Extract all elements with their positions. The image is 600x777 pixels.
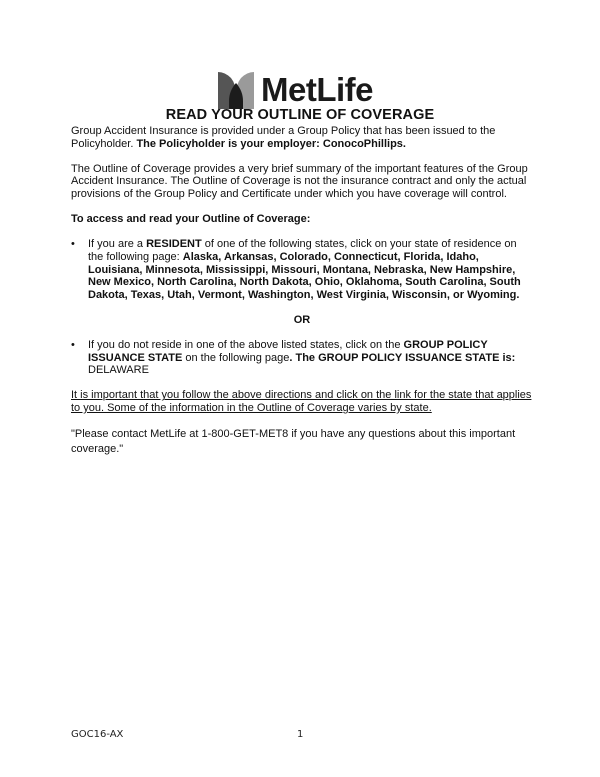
issuance-state-value: DELAWARE — [88, 364, 149, 377]
or-separator: OR — [293, 313, 311, 326]
issuance-state-bullet — [71, 339, 533, 377]
logo-text: MetLife — [261, 70, 373, 108]
resident-bullet — [71, 238, 533, 301]
bullet1-pre: If you are a — [88, 238, 147, 251]
bullet2-pre: If you do not reside in one of the above listed states, click on the — [88, 339, 404, 352]
metlife-m-icon — [217, 69, 255, 109]
resident-label: RESIDENT — [146, 238, 202, 251]
gpis-statement: . The GROUP POLICY ISSUANCE STATE is: — [289, 351, 516, 364]
policyholder-statement: The Policyholder is your employer: ConocoPhillips. — [136, 137, 406, 150]
gpis-label: GROUP POLICY ISSUANCE STATE — [88, 339, 488, 364]
page-title: READ YOUR OUTLINE OF COVERAGE — [165, 107, 435, 123]
state-list: Alaska, Arkansas, Colorado, Connecticut, Florida, Idaho, Louisiana, Minnesota, Mississippi, Missouri, Montana, Nebraska, New Hampshire, New Mexico, North Carolina, North Dakota, Ohio, Oklahoma, South Carolina, South Dakota, Texas, Utah, Vermont, Washington, West Virginia, Wisconsin, or Wyoming. — [88, 250, 521, 301]
bullet2-mid: on the following page — [182, 351, 290, 364]
intro-paragraph — [71, 125, 533, 150]
bullet-icon: • — [71, 238, 75, 251]
summary-paragraph: The Outline of Coverage provides a very brief summary of the important features of the Group Accident Insurance. The Outline of Coverage is not the insurance contract and only the actual provisions of the Group Policy and Certificate under which you have coverage will control. — [71, 162, 528, 200]
access-heading-text: To access and read your Outline of Coverage: — [71, 213, 311, 226]
bullet1-mid: of one of the following states, click on your state of residence on the following page: — [88, 238, 517, 263]
page-number: 1 — [297, 729, 304, 740]
bullet-icon: • — [71, 339, 75, 352]
contact-statement: "Please contact MetLife at 1-800-GET-MET8 if you have any questions about this important coverage." — [71, 428, 516, 456]
access-heading — [71, 213, 533, 226]
metlife-logo — [217, 68, 373, 110]
important-note: It is important that you follow the above directions and click on the link for the state that applies to you. Some of the information in the Outline of Coverage varies by state. — [71, 389, 532, 415]
intro-text: Group Accident Insurance is provided under a Group Policy that has been issued to the Policyholder. — [71, 125, 496, 150]
form-code: GOC16-AX — [71, 729, 124, 740]
document-body — [71, 125, 533, 457]
